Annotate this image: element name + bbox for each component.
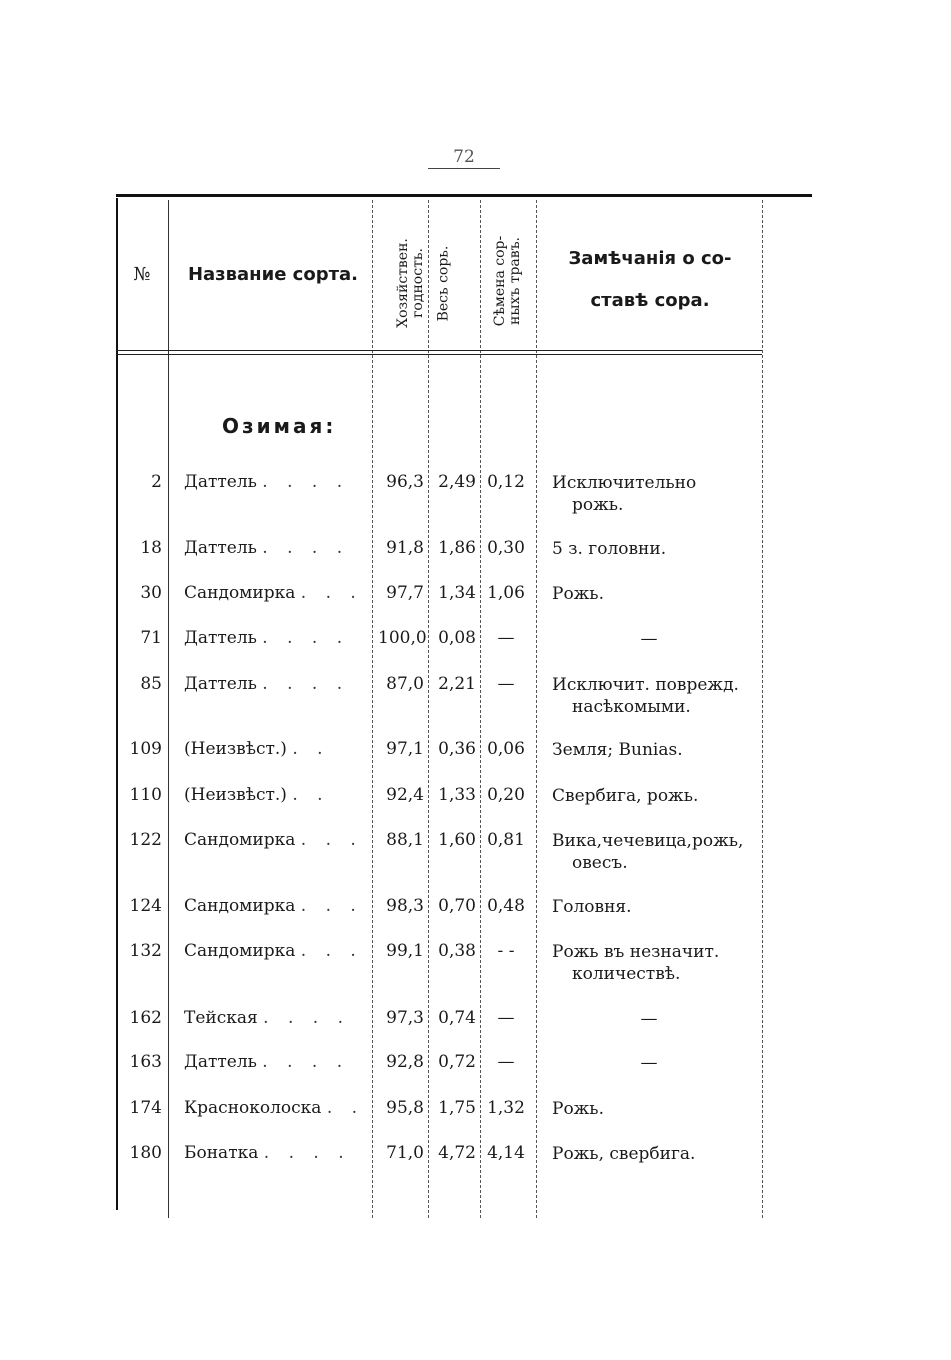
row-number: 2 [151, 472, 162, 492]
variety-name: (Неизвѣст.) . . [184, 785, 330, 805]
row-number: 71 [140, 628, 162, 648]
section-title: Озимая: [222, 414, 337, 438]
weed-seeds-value: 0,20 [487, 785, 525, 805]
economic-fitness-value: 99,1 [386, 941, 424, 961]
table-row [0, 830, 951, 874]
row-number: 85 [140, 674, 162, 694]
weed-seeds-value: 0,12 [487, 472, 525, 492]
economic-fitness-value: 97,7 [386, 583, 424, 603]
table-row [0, 472, 951, 516]
weed-weight-value: 0,72 [438, 1052, 476, 1072]
weed-weight-value: 1,34 [438, 583, 476, 603]
weed-seeds-value: 0,81 [487, 830, 525, 850]
variety-name: Даттель . . . . [184, 538, 350, 558]
header-weed-weight: Весь сорь. [435, 245, 452, 322]
weed-weight-value: 0,38 [438, 941, 476, 961]
weed-note: — [640, 1053, 658, 1073]
weed-weight-value: 1,86 [438, 538, 476, 558]
weed-weight-value: 0,36 [438, 739, 476, 759]
variety-name: Сандомирка . . . [184, 583, 363, 603]
weed-weight-value: 0,70 [438, 896, 476, 916]
economic-fitness-value: 97,1 [386, 739, 424, 759]
weed-weight-value: 2,49 [438, 472, 476, 492]
header-weed-seeds: Сѣмена сор- ныхъ травъ. [492, 235, 523, 327]
economic-fitness-value: 98,3 [386, 896, 424, 916]
economic-fitness-value: 87,0 [386, 674, 424, 694]
weed-seeds-value: 4,14 [487, 1143, 525, 1163]
variety-name: Даттель . . . . [184, 628, 350, 648]
weed-note: Земля; Bunias. [552, 740, 683, 760]
header-separator [116, 350, 762, 355]
economic-fitness-value: 100,0 [378, 628, 427, 648]
economic-fitness-value: 92,8 [386, 1052, 424, 1072]
variety-name: Сандомирка . . . [184, 896, 363, 916]
row-number: 30 [140, 583, 162, 603]
row-number: 18 [140, 538, 162, 558]
weed-note: Исключительно рожь. [552, 473, 697, 515]
economic-fitness-value: 95,8 [386, 1098, 424, 1118]
economic-fitness-value: 96,3 [386, 472, 424, 492]
variety-name: (Неизвѣст.) . . [184, 739, 330, 759]
table-row [0, 1008, 951, 1052]
weed-seeds-value: — [497, 1008, 515, 1028]
weed-note: Рожь. [552, 584, 604, 604]
economic-fitness-value: 92,4 [386, 785, 424, 805]
weed-weight-value: 4,72 [438, 1143, 476, 1163]
weed-seeds-value: 0,06 [487, 739, 525, 759]
variety-name: Даттель . . . . [184, 472, 350, 492]
weed-note: — [640, 629, 658, 649]
economic-fitness-value: 97,3 [386, 1008, 424, 1028]
weed-seeds-value: 0,48 [487, 896, 525, 916]
weed-weight-value: 0,74 [438, 1008, 476, 1028]
table-row [0, 941, 951, 985]
variety-name: Даттель . . . . [184, 1052, 350, 1072]
table-row [0, 1052, 951, 1096]
variety-name: Красноколоска . . [184, 1098, 365, 1118]
row-number: 109 [129, 739, 162, 759]
row-number: 124 [129, 896, 162, 916]
top-rule [116, 194, 812, 197]
economic-fitness-value: 88,1 [386, 830, 424, 850]
weed-note: Свербига, рожь. [552, 786, 699, 806]
row-number: 174 [129, 1098, 162, 1118]
weed-note: Рожь въ незначит. количествѣ. [552, 942, 720, 984]
row-number: 122 [129, 830, 162, 850]
header-notes: Замѣчанія о со- ставѣ сора. [568, 248, 732, 311]
economic-fitness-value: 71,0 [386, 1143, 424, 1163]
header-variety-name: Название сорта. [187, 264, 359, 285]
variety-name: Тейская . . . . [184, 1008, 350, 1028]
weed-note: 5 з. головни. [552, 539, 667, 559]
row-number: 180 [129, 1143, 162, 1163]
variety-name: Сандомирка . . . [184, 830, 363, 850]
weed-seeds-value: — [497, 674, 515, 694]
weed-note: Рожь, свербига. [552, 1144, 696, 1164]
header-economic-fitness: Хозяйствен. годность. [395, 238, 426, 328]
weed-note: Исключит. поврежд. насѣкомыми. [552, 675, 739, 717]
table-row [0, 583, 951, 627]
weed-seeds-value: — [497, 1052, 515, 1072]
row-number: 132 [129, 941, 162, 961]
weed-seeds-value: 0,30 [487, 538, 525, 558]
table-row [0, 896, 951, 940]
weed-seeds-value: - - [497, 941, 515, 961]
economic-fitness-value: 91,8 [386, 538, 424, 558]
weed-seeds-value: — [497, 628, 515, 648]
row-number: 163 [129, 1052, 162, 1072]
table-row [0, 1143, 951, 1187]
variety-name: Бонатка . . . . [184, 1143, 351, 1163]
weed-weight-value: 2,21 [438, 674, 476, 694]
variety-name: Сандомирка . . . [184, 941, 363, 961]
table-row [0, 739, 951, 783]
weed-note: — [640, 1009, 658, 1029]
header-number: № [133, 264, 151, 285]
row-number: 162 [129, 1008, 162, 1028]
page-number: 72 [428, 146, 500, 169]
table-row [0, 628, 951, 672]
variety-name: Даттель . . . . [184, 674, 350, 694]
weed-weight-value: 1,75 [438, 1098, 476, 1118]
weed-note: Вика,чечевица,рожь, овесъ. [552, 831, 744, 873]
weed-weight-value: 1,33 [438, 785, 476, 805]
weed-seeds-value: 1,32 [487, 1098, 525, 1118]
weed-weight-value: 0,08 [438, 628, 476, 648]
weed-note: Головня. [552, 897, 632, 917]
table-row [0, 1098, 951, 1142]
row-number: 110 [129, 785, 162, 805]
weed-seeds-value: 1,06 [487, 583, 525, 603]
table-row [0, 785, 951, 829]
weed-weight-value: 1,60 [438, 830, 476, 850]
table-row [0, 674, 951, 718]
weed-note: Рожь. [552, 1099, 604, 1119]
table-row [0, 538, 951, 582]
